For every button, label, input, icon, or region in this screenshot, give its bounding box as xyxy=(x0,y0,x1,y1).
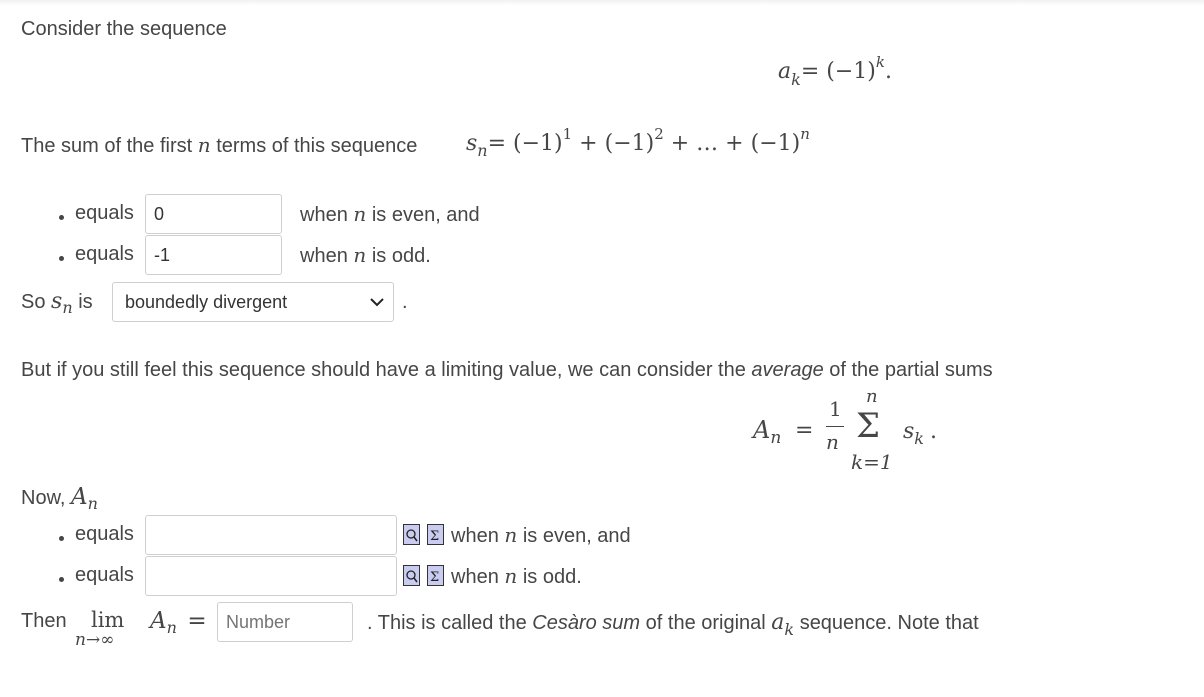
even-condition: when n is even, and xyxy=(451,523,631,547)
svg-text:Σ: Σ xyxy=(430,570,440,585)
sum-sentence: The sum of the first n terms of this sequence xyxy=(21,133,418,157)
top-edge-shadow xyxy=(0,0,1204,6)
equals-label: equals xyxy=(75,243,134,265)
svg-text:Σ: Σ xyxy=(430,529,440,544)
intro-text: Consider the sequence xyxy=(21,18,227,40)
An-odd-input[interactable] xyxy=(145,556,397,596)
equation-editor-icon[interactable] xyxy=(427,524,444,545)
even-condition: when n is even, and xyxy=(300,202,480,226)
equals-label: equals xyxy=(75,523,134,545)
preview-icon[interactable] xyxy=(403,565,420,586)
odd-condition: when n is odd. xyxy=(300,243,431,267)
lim-label: lim xyxy=(91,608,125,632)
equals-label: equals xyxy=(75,202,134,224)
dropdown-value: boundedly divergent xyxy=(125,292,288,312)
bullet xyxy=(59,256,64,261)
bullet xyxy=(59,215,64,220)
lim-subscript: n→∞ xyxy=(75,630,115,650)
chevron-down-icon xyxy=(370,297,384,307)
cesaro-limit-input[interactable] xyxy=(217,602,353,642)
odd-condition: when n is odd. xyxy=(451,564,582,588)
bullet xyxy=(59,577,64,582)
equals-label: equals xyxy=(75,564,134,586)
An-even-input[interactable] xyxy=(145,515,397,555)
bullet xyxy=(59,536,64,541)
then-label: Then xyxy=(21,610,67,632)
formula-a-k: $a_k= (-1)^k$. xyxy=(778,53,892,89)
preview-icon[interactable] xyxy=(403,524,420,545)
lim-A-n: $A_n$ = xyxy=(150,608,207,637)
equation-editor-icon[interactable] xyxy=(427,565,444,586)
formula-s-n: $s_n= (-1)^1 + (-1)^2$ + … + $(-1)^n$ xyxy=(466,125,810,160)
sn-even-input[interactable]: 0 xyxy=(145,194,282,234)
cesaro-sentence: . This is called the Cesàro sum of the original $a_k$ sequence. Note that xyxy=(367,610,979,639)
so-line-period: . xyxy=(402,291,408,313)
so-line: So $s_n$ is xyxy=(21,289,93,317)
now-line: Now, $A_n$ xyxy=(21,484,98,513)
sn-odd-input[interactable]: -1 xyxy=(145,235,282,275)
convergence-dropdown[interactable] xyxy=(112,282,394,322)
average-sentence: But if you still feel this sequence should have a limiting value, we can consider the average of the partial sums xyxy=(21,359,993,381)
